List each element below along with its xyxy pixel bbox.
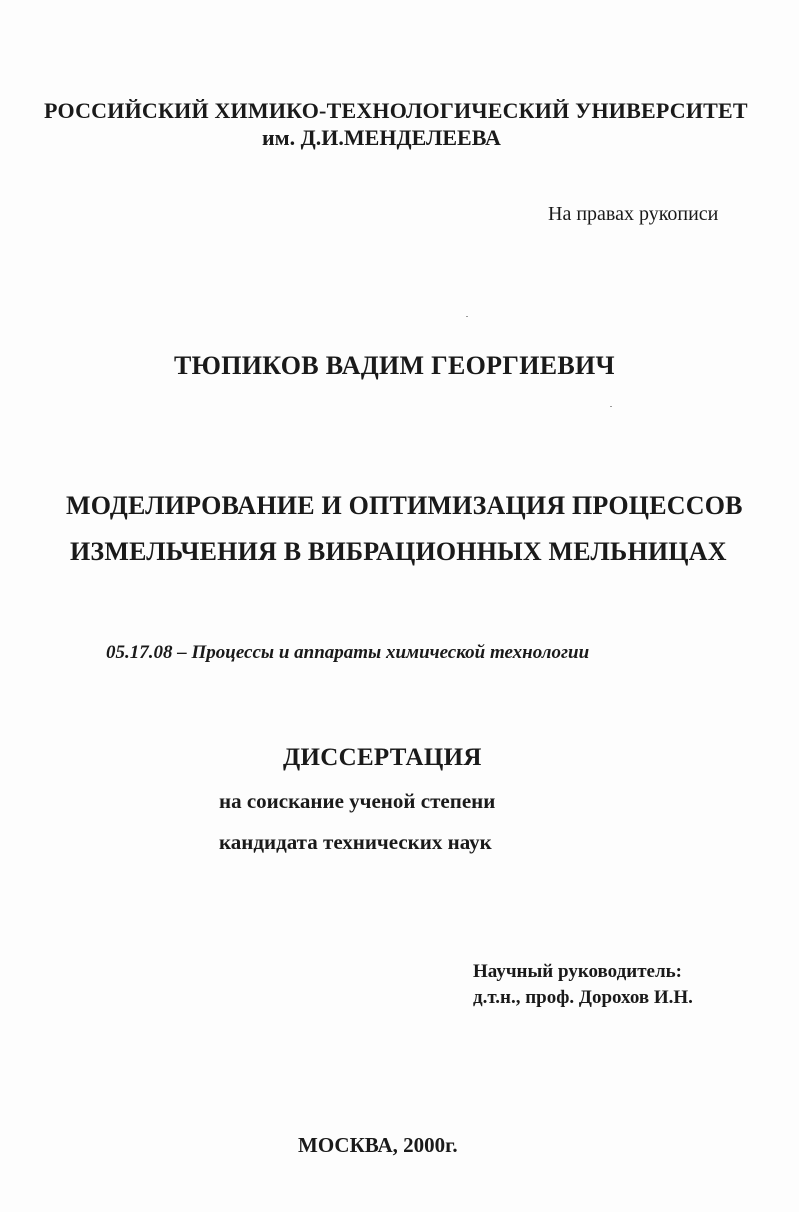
degree-line-2: кандидата технических наук	[219, 830, 492, 854]
author-name: ТЮПИКОВ ВАДИМ ГЕОРГИЕВИЧ	[174, 351, 615, 380]
supervisor-label: Научный руководитель:	[473, 961, 682, 982]
thesis-title-line-2: ИЗМЕЛЬЧЕНИЯ В ВИБРАЦИОННЫХ МЕЛЬНИЦАХ	[70, 537, 727, 566]
scan-speck	[466, 316, 468, 317]
scan-speck	[610, 406, 612, 407]
thesis-title-line-1: МОДЕЛИРОВАНИЕ И ОПТИМИЗАЦИЯ ПРОЦЕССОВ	[66, 491, 743, 520]
specialty-code: 05.17.08 – Процессы и аппараты химической технологии	[106, 642, 590, 663]
institution-name: РОССИЙСКИЙ ХИМИКО-ТЕХНОЛОГИЧЕСКИЙ УНИВЕРСИТЕТ	[44, 98, 748, 123]
degree-line-1: на соискание ученой степени	[219, 789, 496, 813]
dissertation-type: ДИССЕРТАЦИЯ	[283, 744, 482, 771]
manuscript-note: На правах рукописи	[548, 203, 719, 225]
institution-named-after: им. Д.И.МЕНДЕЛЕЕВА	[262, 125, 501, 150]
city-year: МОСКВА, 2000г.	[298, 1133, 458, 1157]
supervisor-name: д.т.н., проф. Дорохов И.Н.	[473, 987, 693, 1008]
